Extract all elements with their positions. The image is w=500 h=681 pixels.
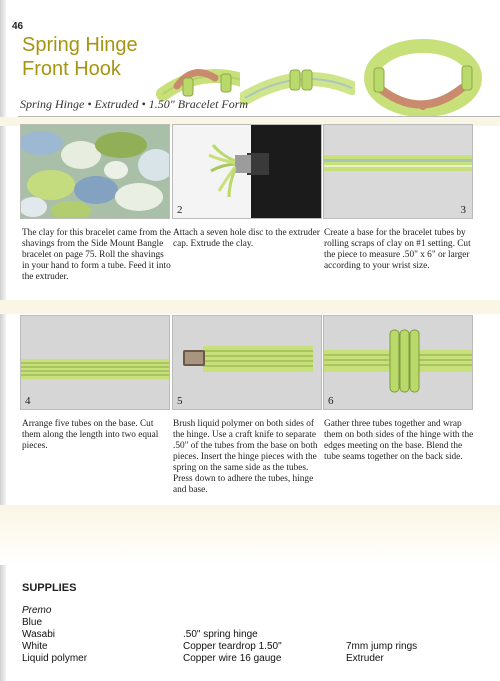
supply-item: Wasabi <box>22 629 55 640</box>
title-line-1: Spring Hinge <box>22 34 138 56</box>
step-4-caption: Arrange five tubes on the base. Cut them along the length into two equal pieces. <box>22 419 159 451</box>
supply-item: 7mm jump rings <box>346 641 418 652</box>
page-number: 46 <box>12 21 24 32</box>
supply-item: .50" spring hinge <box>183 629 258 640</box>
supply-item: Copper wire 16 gauge <box>183 653 282 664</box>
step-3-number: 3 <box>460 204 466 216</box>
step-5-photo <box>172 315 322 410</box>
step-5-number: 5 <box>177 395 183 407</box>
supply-item: Blue <box>22 617 43 628</box>
supplies-heading: SUPPLIES <box>22 582 77 594</box>
step-2-number: 2 <box>177 204 183 216</box>
step-2-photo <box>172 124 322 219</box>
supply-item: Premo <box>22 605 52 616</box>
step-1-photo <box>20 124 170 219</box>
page-edge <box>0 0 6 681</box>
cream-band-bottom <box>0 505 500 565</box>
bracelet-photo-side <box>240 26 355 116</box>
step-3-photo <box>323 124 473 219</box>
step-3-caption: Create a base for the bracelet tubes by rolling scraps of clay on #1 setting. Cut the piece to measure .50" x 6" or larger according to your wrist size. <box>324 228 471 271</box>
supply-item: Extruder <box>346 653 384 664</box>
step-4-number: 4 <box>25 395 31 407</box>
supply-item: White <box>22 641 48 652</box>
project-subtitle: Spring Hinge • Extruded • 1.50" Bracelet Form <box>20 97 249 111</box>
step-2-caption: Attach a seven hole disc to the extruder cap. Extrude the clay. <box>173 228 320 249</box>
supply-item: Copper teardrop 1.50" <box>183 641 282 652</box>
title-line-2: Front Hook <box>22 58 121 80</box>
bracelet-photo-closed <box>362 20 484 120</box>
supply-item: Liquid polymer <box>22 653 88 664</box>
step-5-caption: Brush liquid polymer on both sides of the hinge. Use a craft knife to separate .50" of the tubes from the base on both pieces. Insert the hinge pieces with the spring on the same side as the tubes. Press down to adhere the tubes, hinge and base. <box>173 419 318 495</box>
step-6-caption: Gather three tubes together and wrap them on both sides of the hinge with the edges meeting on the base. Blend the tube seams together on the back side. <box>324 419 474 462</box>
step-4-photo <box>20 315 170 410</box>
step-6-number: 6 <box>328 395 334 407</box>
page-title <box>22 33 138 81</box>
cream-band-middle <box>0 300 500 314</box>
step-1-caption: The clay for this bracelet came from the shavings from the Side Mount Bangle bracelet on page 75. Roll the shavings in your hand to form a tube. Feed it into the extruder. <box>22 228 171 282</box>
step-6-photo <box>323 315 473 410</box>
